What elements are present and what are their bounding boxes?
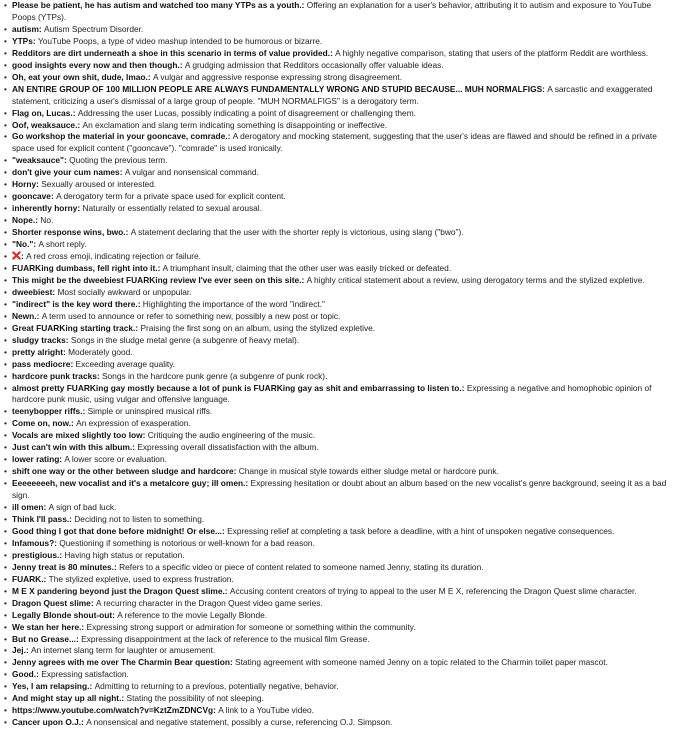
- glossary-item: [4, 275, 670, 287]
- glossary-item: [4, 287, 670, 299]
- glossary-term: Dragon Quest slime: [12, 597, 91, 608]
- glossary-definition: Having high status or reputation.: [64, 549, 185, 560]
- glossary-term: Just can't win with this album.: [12, 442, 133, 453]
- glossary-definition: A highly negative comparison, stating that users of the platform Reddit are worthless.: [335, 47, 649, 58]
- glossary-definition: Simple or uninspired musical riffs.: [87, 406, 213, 417]
- glossary-term: "indirect" is the key word there.: [12, 298, 138, 309]
- glossary-definition: Praising the first song on an album, using the stylized expletive.: [140, 322, 376, 333]
- glossary-definition: A short reply.: [38, 239, 87, 250]
- glossary-term: https://www.youtube.com/watch?v=KztZmZDNCVg: [12, 705, 214, 716]
- glossary-item: [4, 323, 670, 335]
- term-separator: :: [36, 310, 42, 321]
- glossary-term: ill omen: [12, 502, 44, 513]
- glossary-item: [4, 167, 670, 179]
- glossary-term: Great FUARKing starting track.: [12, 322, 136, 333]
- glossary-item: [4, 383, 670, 407]
- term-separator: :: [36, 669, 42, 680]
- term-separator: :: [221, 525, 228, 536]
- glossary-definition: The stylized expletive, used to express frustration.: [48, 573, 234, 584]
- glossary-item: [4, 538, 670, 550]
- glossary-term: Yes, I am relapsing.: [12, 681, 90, 692]
- glossary-definition: A triumphant insult, claiming that the other user was easily tricked or defeated.: [162, 262, 452, 273]
- glossary-definition: A vulgar and nonsensical command.: [124, 167, 259, 178]
- term-separator: :: [233, 466, 239, 477]
- glossary-term: We stan her here.: [12, 621, 82, 632]
- term-separator: :: [121, 693, 127, 704]
- term-separator: :: [229, 657, 236, 668]
- glossary-item: [4, 311, 670, 323]
- glossary-item: [4, 610, 670, 622]
- glossary-item: [4, 215, 670, 227]
- glossary-term: And might stay up all night.: [12, 693, 122, 704]
- glossary-item: [4, 371, 670, 383]
- glossary-definition: Expressing a negative and homophobic opinion of hardcore punk music, using vulgar and offensive language.: [12, 382, 652, 405]
- glossary-item: [4, 466, 670, 478]
- glossary-definition: No.: [40, 215, 54, 226]
- glossary-term: Vocals are mixed slightly too low: [12, 430, 143, 441]
- glossary-item: [4, 634, 670, 646]
- glossary-item: [4, 0, 670, 24]
- term-separator: :: [82, 406, 88, 417]
- glossary-term: Infamous?: [12, 537, 55, 548]
- glossary-definition: Deciding not to listen to something.: [74, 513, 205, 524]
- glossary-definition: A red cross emoji, indicating rejection or failure.: [26, 251, 201, 262]
- glossary-term: FUARKing dumbass, fell right into it.: [12, 262, 158, 273]
- glossary-definition: Expressing strong support or admiration for someone or something within the community.: [86, 621, 416, 632]
- term-separator: :: [90, 597, 96, 608]
- term-separator: :: [125, 227, 131, 238]
- glossary-item: [4, 598, 670, 610]
- glossary-term: Think I'll pass.: [12, 513, 70, 524]
- glossary-term: Jej.: [12, 645, 26, 656]
- term-separator: :: [137, 298, 143, 309]
- term-separator: :: [77, 119, 83, 130]
- glossary-term: Shorter response wins, bwo.: [12, 227, 126, 238]
- glossary-item: [4, 526, 670, 538]
- glossary-term: gooncave: [12, 191, 51, 202]
- glossary-term: Please be patient, he has autism and watched too many YTPs as a youth.: [12, 0, 302, 10]
- glossary-item: [4, 705, 670, 717]
- glossary-term: Eeeeeeeeh, new vocalist and it's a metalcore guy; ill omen.: [12, 478, 246, 489]
- term-separator: :: [75, 633, 82, 644]
- term-separator: :: [461, 382, 467, 393]
- glossary-term: prestigious.: [12, 549, 60, 560]
- glossary-term: Good thing I got that done before midnight! Or else...: [12, 525, 222, 536]
- glossary-term: almost pretty FUARKing gay mostly because a lot of punk is FUARKing gay as shit and embarrassing to listen to.: [12, 382, 462, 393]
- glossary-item: [4, 108, 670, 120]
- glossary-term: Go workshop the material in your gooncave, comrade.: [12, 131, 228, 142]
- glossary-definition: Accusing content creators of trying to appeal to the user M E X, referencing the Dragon Quest slime character.: [229, 585, 637, 596]
- glossary-term: shift one way or the other between sludge and hardcore: [12, 466, 234, 477]
- glossary-term: don't give your cum names: [12, 167, 120, 178]
- term-separator: :: [119, 167, 125, 178]
- glossary-item: [4, 191, 670, 203]
- glossary-definition: Songs in the sludge metal genre (a subgenre of heavy metal).: [70, 334, 300, 345]
- term-separator: :: [157, 262, 163, 273]
- term-separator: :: [32, 35, 38, 46]
- term-separator: :: [81, 621, 87, 632]
- glossary-item: [4, 514, 670, 526]
- term-separator: :: [301, 0, 307, 10]
- glossary-item: [4, 84, 670, 108]
- term-separator: :: [89, 681, 95, 692]
- glossary-item: [4, 406, 670, 418]
- glossary-term: Jenny agrees with me over The Charmin Bear question: [12, 657, 230, 668]
- glossary-term: AN ENTIRE GROUP OF 100 MILLION PEOPLE ARE ALWAYS FUNDAMENTALLY WRONG AND STUPID BECAUSE... MUH NORMALFIGS: [12, 83, 543, 94]
- glossary-definition: Stating agreement with someone named Jenny on a topic related to the Charmin toilet paper mascot.: [235, 657, 608, 668]
- glossary-term: Good.: [12, 669, 37, 680]
- glossary-definition: Most socially awkward or unpopular.: [57, 286, 192, 297]
- term-separator: :: [142, 430, 148, 441]
- term-separator: :: [35, 215, 41, 226]
- glossary-item: [4, 155, 670, 167]
- glossary-definition: An expression of exasperation.: [76, 418, 191, 429]
- term-separator: :: [50, 191, 57, 202]
- term-separator: :: [33, 239, 39, 250]
- term-separator: :: [21, 251, 27, 262]
- glossary-item: [4, 48, 670, 60]
- glossary-item: [4, 359, 670, 371]
- term-separator: :: [63, 346, 69, 357]
- term-separator: :: [63, 155, 70, 166]
- glossary-item: [4, 239, 670, 251]
- term-separator: :: [38, 23, 45, 34]
- glossary-term: Newn.: [12, 310, 37, 321]
- term-separator: :: [135, 322, 141, 333]
- glossary-item: [4, 550, 670, 562]
- term-separator: :: [54, 537, 60, 548]
- glossary-definition: Expressing disappointment at the lack of reference to the musical film Grease.: [81, 633, 370, 644]
- glossary-definition: Admitting to returning to a previous, potentially negative, behavior.: [94, 681, 339, 692]
- glossary-term: teenybopper riffs.: [12, 406, 83, 417]
- glossary-item: [4, 502, 670, 514]
- glossary-definition: Stating the possibility of not sleeping.: [126, 693, 264, 704]
- term-separator: :: [179, 59, 185, 70]
- glossary-term: hardcore punk tracks: [12, 370, 97, 381]
- term-separator: :: [77, 203, 83, 214]
- glossary-item: [4, 227, 670, 239]
- glossary-definition: A link to a YouTube video.: [218, 705, 314, 716]
- glossary-term: Legally Blonde shout-out: [12, 609, 113, 620]
- glossary-term: Nope.: [12, 215, 36, 226]
- term-separator: :: [65, 334, 71, 345]
- glossary-item: [4, 203, 670, 215]
- glossary-item: [4, 179, 670, 191]
- term-separator: :: [213, 705, 219, 716]
- glossary-list: [4, 0, 670, 729]
- term-separator: :: [81, 717, 87, 728]
- glossary-definition: Expressing satisfaction.: [41, 669, 129, 680]
- glossary-term: Horny: [12, 179, 37, 190]
- glossary-definition: Refers to a specific video or piece of content related to someone named Jenny, stating its duration.: [119, 561, 484, 572]
- glossary-definition: A term used to announce or refer to something new, possibly a new post or topic.: [41, 310, 341, 321]
- glossary-term: Come on, now.: [12, 418, 72, 429]
- glossary-term: good insights every now and then though.: [12, 59, 180, 70]
- glossary-definition: A statement declaring that the user with the shorter reply is victorious, using slang ("bwo").: [130, 227, 464, 238]
- glossary-item: [4, 442, 670, 454]
- glossary-item: [4, 657, 670, 669]
- glossary-term: YTPs: [12, 35, 33, 46]
- term-separator: :: [147, 71, 153, 82]
- glossary-definition: A recurring character in the Dragon Quest video game series.: [95, 597, 323, 608]
- term-separator: :: [96, 370, 102, 381]
- glossary-definition: A nonsensical and negative statement, possibly a curse, referencing O.J. Simpson.: [86, 717, 393, 728]
- glossary-definition: Expressing overall dissatisfaction with the album.: [137, 442, 319, 453]
- glossary-definition: Songs in the hardcore punk genre (a subgenre of punk rock).: [101, 370, 328, 381]
- glossary-term: Oh, eat your own shit, dude, lmao.: [12, 71, 148, 82]
- glossary-term: "No.": [12, 239, 34, 250]
- glossary-item: [4, 131, 670, 155]
- glossary-term: inherently horny: [12, 203, 78, 214]
- glossary-definition: YouTube Poops, a type of video mashup intended to be humorous or bizarre.: [37, 35, 323, 46]
- glossary-item: [4, 335, 670, 347]
- glossary-definition: A highly critical statement about a review, using derogatory terms and the stylized expletive.: [306, 274, 645, 285]
- glossary-definition: A derogatory and mocking statement, suggesting that the user's ideas are flawed and should be refined in a private space used for explicit content ("gooncave"). "comrade" is used ironically.: [12, 131, 657, 154]
- term-separator: :: [542, 83, 548, 94]
- term-separator: :: [72, 107, 78, 118]
- glossary-definition: Moderately good.: [68, 346, 133, 357]
- glossary-definition: A lower score or evaluation.: [64, 454, 167, 465]
- term-separator: :: [301, 274, 307, 285]
- term-separator: :: [69, 513, 75, 524]
- glossary-definition: An exclamation and slang term indicating something is disappointing or ineffective.: [82, 119, 388, 130]
- glossary-item: [4, 645, 670, 657]
- glossary-definition: Exceeding average quality.: [75, 358, 176, 369]
- glossary-item: [4, 574, 670, 586]
- term-separator: :: [43, 573, 49, 584]
- term-separator: :: [43, 502, 49, 513]
- glossary-definition: An internet slang term for laughter or amusement.: [31, 645, 216, 656]
- term-separator: :: [227, 131, 233, 142]
- glossary-definition: Naturally or essentially related to sexual arousal.: [82, 203, 262, 214]
- glossary-term: lower rating: [12, 454, 60, 465]
- glossary-item: [4, 717, 670, 729]
- glossary-term: This might be the dweebiest FUARKing review I've ever seen on this site.: [12, 274, 302, 285]
- term-separator: :: [70, 358, 76, 369]
- glossary-definition: Expressing relief at completing a task before a deadline, with a hint of unspoken negative consequences.: [227, 525, 615, 536]
- glossary-item: [4, 562, 670, 574]
- glossary-term: FUARK.: [12, 573, 44, 584]
- glossary-item: [4, 418, 670, 430]
- glossary-item: [4, 622, 670, 634]
- glossary-term: "weaksauce": [12, 155, 64, 166]
- red-cross-icon: [12, 251, 21, 260]
- term-separator: :: [245, 478, 251, 489]
- glossary-definition: Change in musical style towards either sludge metal or hardcore punk.: [238, 466, 499, 477]
- glossary-definition: Highlighting the importance of the word "indirect.": [142, 298, 325, 309]
- glossary-term: pretty alright: [12, 346, 63, 357]
- glossary-item: [4, 60, 670, 72]
- term-separator: :: [59, 454, 65, 465]
- glossary-item: [4, 693, 670, 705]
- glossary-definition: Critiquing the audio engineering of the music.: [147, 430, 316, 441]
- glossary-term: M E X pandering beyond just the Dragon Quest slime.: [12, 585, 225, 596]
- glossary-term: But no Grease...: [12, 633, 76, 644]
- glossary-item: [4, 681, 670, 693]
- term-separator: :: [52, 286, 58, 297]
- glossary-definition: A vulgar and aggressive response expressing strong disagreement.: [152, 71, 403, 82]
- glossary-item: [4, 586, 670, 598]
- glossary-term: Oof, weaksauce.: [12, 119, 78, 130]
- glossary-item: [4, 72, 670, 84]
- glossary-term: sludgy tracks: [12, 334, 66, 345]
- term-separator: :: [132, 442, 138, 453]
- term-separator: :: [112, 609, 118, 620]
- term-separator: :: [114, 561, 120, 572]
- glossary-definition: A sarcastic and exaggerated statement, criticizing a user's dismissal of a large group of people. "MUH NORMALFIGS" is a derogatory term.: [12, 83, 653, 106]
- glossary-item: [4, 478, 670, 502]
- glossary-term: dweebiest: [12, 286, 53, 297]
- glossary-definition: Offering an explanation for a user's behavior, attributing it to autism and exposure to YouTube Poops (YTPs).: [12, 0, 652, 22]
- glossary-definition: Autism Spectrum Disorder.: [44, 23, 144, 34]
- term-separator: :: [59, 549, 65, 560]
- term-separator: :: [36, 179, 42, 190]
- term-separator: :: [71, 418, 77, 429]
- glossary-term: Jenny treat is 80 minutes.: [12, 561, 115, 572]
- glossary-item: [4, 24, 670, 36]
- glossary-definition: A reference to the movie Legally Blonde.: [117, 609, 268, 620]
- glossary-term: Redditors are dirt underneath a shoe in this scenario in terms of value provided.: [12, 47, 331, 58]
- glossary-item: [4, 263, 670, 275]
- glossary-definition: Quoting the previous term.: [69, 155, 168, 166]
- glossary-term: Flag on, Lucas.: [12, 107, 73, 118]
- glossary-term: Cancer upon O.J.: [12, 717, 82, 728]
- glossary-term: autism: [12, 23, 39, 34]
- term-separator: :: [25, 645, 32, 656]
- glossary-item: [4, 347, 670, 359]
- glossary-item: [4, 669, 670, 681]
- glossary-definition: A derogatory term for a private space used for explicit content.: [56, 191, 286, 202]
- glossary-item: [4, 454, 670, 466]
- glossary-definition: A grudging admission that Redditors occasionally offer valuable ideas.: [184, 59, 444, 70]
- glossary-definition: Questioning if something is notorious or well-known for a bad reason.: [59, 537, 315, 548]
- glossary-definition: A sign of bad luck.: [48, 502, 117, 513]
- glossary-item: [4, 251, 670, 263]
- glossary-item: [4, 36, 670, 48]
- term-separator: :: [330, 47, 336, 58]
- term-separator: :: [224, 585, 230, 596]
- glossary-definition: Addressing the user Lucas, possibly indicating a point of disagreement or challenging them.: [77, 107, 416, 118]
- glossary-item: [4, 299, 670, 311]
- glossary-item: [4, 430, 670, 442]
- glossary-item: [4, 120, 670, 132]
- glossary-definition: Expressing hesitation or doubt about an album based on the new vocalist's genre background, seeing it as a bad sign.: [12, 478, 667, 501]
- glossary-term: pass mediocre: [12, 358, 71, 369]
- glossary-definition: Sexually aroused or interested.: [41, 179, 157, 190]
